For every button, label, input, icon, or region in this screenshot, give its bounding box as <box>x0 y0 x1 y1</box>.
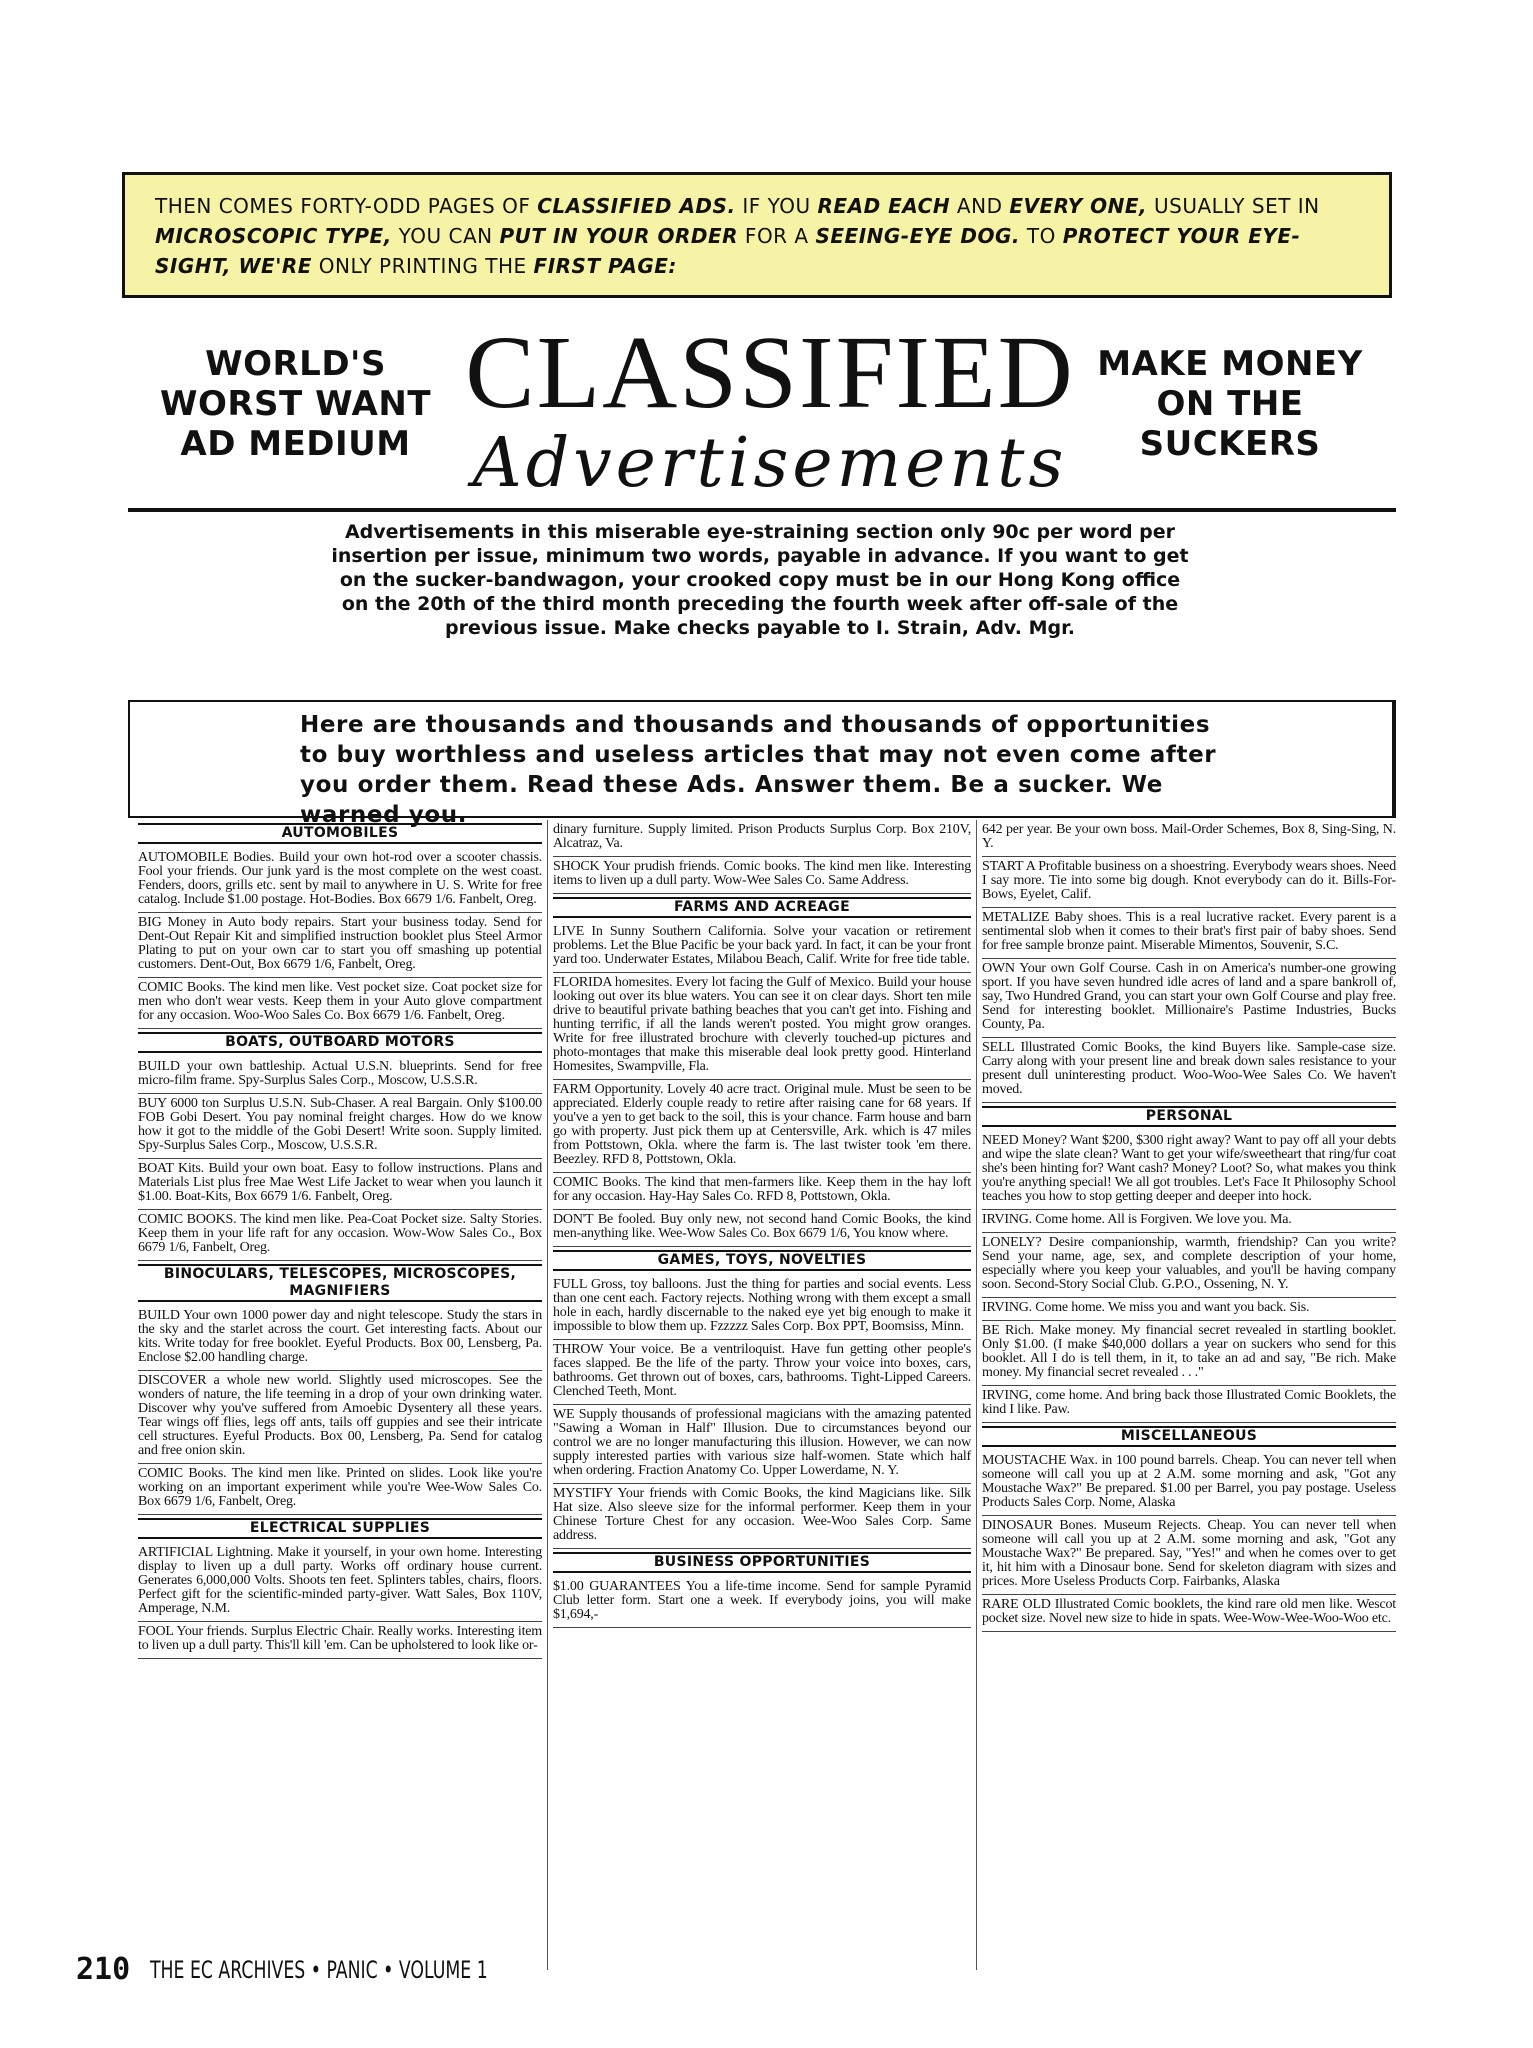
classified-ad: FLORIDA homesites. Every lot facing the Gulf of Mexico. Build your house looking out over its blue waters. You can see it on clear days. Short ten mile drive to beautiful private bathing beaches that you can't get into. Fishing and hunting terrific, if all the lands weren't posted. You might grow oranges. Write for free illustrated brochure with cleverly touched-up pictures and photo-montages that make this miserable deal look pretty good. Hinterland Homesites, Swampville, Fla. <box>553 973 971 1080</box>
caption-emphasis: READ EACH <box>817 194 951 218</box>
caption-box <box>122 172 1392 298</box>
classified-ad: COMIC BOOKS. The kind men like. Pea-Coat Pocket size. Salty Stories. Keep them in your life raft for any occasion. Wow-Wow Sales Co., Box 6679 1/6, Fanbelt, Oreg. <box>138 1210 542 1261</box>
section-heading: MISCELLANEOUS <box>982 1426 1396 1447</box>
classified-ad: IRVING. Come home. All is Forgiven. We love you. Ma. <box>982 1210 1396 1233</box>
caption-emphasis: EVERY ONE, <box>1009 194 1148 218</box>
caption-emphasis: MICROSCOPIC TYPE, <box>155 224 392 248</box>
classified-ad: BOAT Kits. Build your own boat. Easy to follow instructions. Plans and Materials List plus free Mae West Life Jacket to wear when you launch it $1.00. Boat-Kits, Box 6679 1/6. Fanbelt, Oreg. <box>138 1159 542 1210</box>
classified-ad: 642 per year. Be your own boss. Mail-Order Schemes, Box 8, Sing-Sing, N. Y. <box>982 820 1396 857</box>
caption-emphasis: PROTECT YOUR EYE-SIGHT, WE'RE <box>155 224 1301 278</box>
section-heading: BINOCULARS, TELESCOPES, MICROSCOPES, MAGNIFIERS <box>138 1264 542 1302</box>
caption-emphasis: FIRST PAGE: <box>533 254 677 278</box>
classified-ad: FOOL Your friends. Surplus Electric Chair. Really works. Interesting item to liven up a dull party. This'll kill 'em. Can be upholstered to look like or- <box>138 1622 542 1659</box>
column-divider <box>547 820 548 1970</box>
classified-ad: BE Rich. Make money. My financial secret revealed in startling booklet. Only $1.00. (I make $40,000 dollars a year on suckers who send for this booklet. All I do is tell them, in it, to take an ad and say, "Be rich. Make money. My financial secret revealed . . ." <box>982 1321 1396 1386</box>
page-number: 210 <box>76 1952 131 1987</box>
classified-ad: FULL Gross, toy balloons. Just the thing for parties and social events. Less than one cent each. Factory rejects. Nothing wrong with them except a small hole in each, hardly discernable to the naked eye yet big enough to make it impossible to blow them up. Fzzzzz Sales Corp. Box PPT, Boomsiss, Minn. <box>553 1275 971 1340</box>
caption-text: AND <box>950 194 1010 218</box>
classified-ad: OWN Your own Golf Course. Cash in on America's number-one growing sport. If you have seven hundred idle acres of land and a spare bankroll of, say, Two Hundred Grand, you can start your own Golf Course and play free. Send for interesting booklet. Millionaire's Pastime Industries, Bucks County, Pa. <box>982 959 1396 1038</box>
classified-ad: AUTOMOBILE Bodies. Build your own hot-rod over a scooter chassis. Fool your friends. Our junk yard is the most complete on the west coast. Fenders, doors, grills etc. sent by mail to anywhere in U. S. Write for free catalog. Include $1.00 postage. Hot-Bodies. Box 6679 1/6. Fanbelt, Oreg. <box>138 848 542 913</box>
classified-ad: BUY 6000 ton Surplus U.S.N. Sub-Chaser. A real Bargain. Only $100.00 FOB Gobi Desert. You pay nominal freight charges. How do we know how it got to the middle of the Gobi Desert! Write soon. Supply limited. Spy-Surplus Sales Corp., Moscow, U.S.S.R. <box>138 1094 542 1159</box>
classified-ad: BIG Money in Auto body repairs. Start your business today. Send for Dent-Out Repair Kit and simplified instruction booklet plus Steel Armor Plating to put on your own car to start you off smashing up potential customers. Dent-Out, Box 6679 1/6, Fanbelt, Oreg. <box>138 913 542 978</box>
classified-ad: IRVING, come home. And bring back those Illustrated Comic Booklets, the kind I like. Paw. <box>982 1386 1396 1423</box>
caption-emphasis: SEEING-EYE DOG. <box>815 224 1020 248</box>
caption-text: IF YOU <box>735 194 818 218</box>
section-heading: AUTOMOBILES <box>138 823 542 844</box>
classified-ad: DON'T Be fooled. Buy only new, not second hand Comic Books, the kind men-anything like. Wee-Wow Sales Co. Box 6679 1/6, You know where. <box>553 1210 971 1247</box>
section-heading: FARMS AND ACREAGE <box>553 897 971 918</box>
classified-ad: DINOSAUR Bones. Museum Rejects. Cheap. You can never tell when someone will call you up at 2 A.M. some morning and ask, "Got any Moustache Wax?" Be prepared. Say, "Yes!" and when he comes over to get it, hit him with a Dinosaur bone. Send for skeleton diagram with sizes and prices. More Useless Products Corp. Fairbanks, Alaska <box>982 1516 1396 1595</box>
classified-ad: ARTIFICIAL Lightning. Make it yourself, in your own home. Interesting display to liven up a dull party. Works off ordinary house current. Generates 6,000,000 Volts. Shoots ten feet. Splinters tables, chairs, floors. Perfect gift for the scientific-minded party-giver. Watt Sales, Box 110V, Amperage, N.M. <box>138 1543 542 1622</box>
caption-text: YOU CAN <box>391 224 500 248</box>
warning-text: Here are thousands and thousands and thousands of opportunities to buy worthless and useless articles that may not even come after you order them. Read these Ads. Answer them. Be a sucker. We warned you. <box>300 712 1217 828</box>
classified-ad: $1.00 GUARANTEES You a life-time income. Send for sample Pyramid Club letter form. Start one a week. If everybody joins, you will make $1,694,- <box>553 1577 971 1628</box>
classified-ad: dinary furniture. Supply limited. Prison Products Surplus Corp. Box 210V, Alcatraz, Va. <box>553 820 971 857</box>
classified-ad: THROW Your voice. Be a ventriloquist. Have fun getting other people's faces slapped. Be the life of the party. Throw your voice into boxes, cars, bathrooms. Get thrown out of boxes, cars, bathrooms. Tight-Lipped Careers. Clenched Teeth, Mont. <box>553 1340 971 1405</box>
classified-ad: RARE OLD Illustrated Comic booklets, the kind rare old men like. Wescot pocket size. Novel new size to hide in spats. Wee-Wow-Wee-Woo-Woo etc. <box>982 1595 1396 1632</box>
classified-ad: MYSTIFY Your friends with Comic Books, the kind Magicians like. Silk Hat size. Also sleeve size for the informal performer. Keep them in your Chinese Torture Chest for any occasion. Wee-Woo Sales Corp. Same address. <box>553 1484 971 1549</box>
page-title: CLASSIFIED <box>465 315 1075 430</box>
classified-ad: LIVE In Sunny Southern California. Solve your vacation or retirement problems. Let the Blue Pacific be your back yard. In fact, it can be your front yard too. Underwater Estates, Milabou Beach, Calif. Write for free tide table. <box>553 922 971 973</box>
section-heading: PERSONAL <box>982 1106 1396 1127</box>
classified-ad: NEED Money? Want $200, $300 right away? Want to pay off all your debts and wipe the slate clean? Want to get your wife/sweetheart that ring/fur coat she's been hinting for? Want cash? Money? Loot? So, what makes you think you're anything special! We all got troubles. Let's Face It Philosophy School teaches you how to stop getting deeper and deeper into hock. <box>982 1131 1396 1210</box>
classified-ad: FARM Opportunity. Lovely 40 acre tract. Original mule. Must be seen to be appreciated. Elderly couple ready to retire after raising cane for 68 years. If you've a yen to get back to the soil, this is your chance. Farm house and barn go with property. Just pick them up at Centersville, Ark. which is 47 miles from Pottstown, Okla. where the farm is. The last twister took 'em there. Beezley. RFD 8, Pottstown, Okla. <box>553 1080 971 1173</box>
classified-ad: METALIZE Baby shoes. This is a real lucrative racket. Every parent is a sentimental slob when it comes to their brat's first pair of baby shoes. Send for free sample bronze paint. Miserable Mimentos, Souvenir, S.C. <box>982 908 1396 959</box>
caption-text: USUALLY SET IN <box>1147 194 1320 218</box>
title-divider <box>128 508 1396 512</box>
column-divider <box>976 820 977 1970</box>
classified-ad: IRVING. Come home. We miss you and want you back. Sis. <box>982 1298 1396 1321</box>
section-heading: BOATS, OUTBOARD MOTORS <box>138 1032 542 1053</box>
classified-ad: COMIC Books. The kind men like. Printed on slides. Look like you're working on an important experiment while you're Wee-Wow Sales Co. Box 6679 1/6, Fanbelt, Oreg. <box>138 1464 542 1515</box>
classified-ad: LONELY? Desire companionship, warmth, friendship? Can you write? Send your name, age, sex, and complete description of your home, especially where you keep your valuables, and you'll be having company soon. Second-Story Social Club. G.P.O., Ossening, N. Y. <box>982 1233 1396 1298</box>
left-slogan: WORLD'S WORST WANT AD MEDIUM <box>159 344 432 464</box>
page-subtitle: Advertisements <box>472 424 1068 503</box>
right-slogan: MAKE MONEY ON THE SUCKERS <box>1097 344 1363 464</box>
caption-text: THEN COMES FORTY-ODD PAGES OF <box>155 194 538 218</box>
classified-ad: COMIC Books. The kind that men-farmers like. Keep them in the hay loft for any occasion. Hay-Hay Sales Co. RFD 8, Pottstown, Okla. <box>553 1173 971 1210</box>
caption-text: TO <box>1020 224 1063 248</box>
classified-ad: SHOCK Your prudish friends. Comic books. The kind men like. Interesting items to liven up a dull party. Wow-Wee Sales Co. Same Address. <box>553 857 971 894</box>
classified-ad: SELL Illustrated Comic Books, the kind Buyers like. Sample-case size. Carry along with your present line and break down sales resistance to your present dull uninteresting product. Woo-Woo-Wee Sales Co. We haven't moved. <box>982 1038 1396 1103</box>
classified-ad: MOUSTACHE Wax. in 100 pound barrels. Cheap. You can never tell when someone will call you up at 2 A.M. some morning and ask, "Got any Moustache Wax?" Be prepared. $1.00 per Barrel, you pay postage. Useless Products Sales Corp. Nome, Alaska <box>982 1451 1396 1516</box>
caption-emphasis: CLASSIFIED ADS. <box>537 194 736 218</box>
caption-text: ONLY PRINTING THE <box>311 254 534 278</box>
section-heading: BUSINESS OPPORTUNITIES <box>553 1552 971 1573</box>
caption-emphasis: PUT IN YOUR ORDER <box>499 224 739 248</box>
section-heading: ELECTRICAL SUPPLIES <box>138 1518 542 1539</box>
classified-ad: WE Supply thousands of professional magicians with the amazing patented "Sawing a Woman in Half" Illusion. Due to circumstances beyond our control we are no longer manufacturing this illusion. However, we can now supply interested parties with various size half-women. State which half when ordering. Fraction Anatomy Co. Upper Lowerdame, N. Y. <box>553 1405 971 1484</box>
classified-ad: COMIC Books. The kind men like. Vest pocket size. Coat pocket size for men who don't wear vests. Keep them in your Auto glove compartment for any occasion. Woo-Woo Sales Co. Box 6679 1/6. Fanbelt, Oreg. <box>138 978 542 1029</box>
running-footer: THE EC ARCHIVES • PANIC • VOLUME 1 <box>150 1956 488 1984</box>
section-heading: GAMES, TOYS, NOVELTIES <box>553 1250 971 1271</box>
ad-column-2 <box>553 820 971 1628</box>
classified-ad: DISCOVER a whole new world. Slightly used microscopes. See the wonders of nature, the life teeming in a drop of your own drinking water. Discover why you've suffered from Amoebic Dysentery all these years. Tear wings off flies, legs off ants, tails off guppies and see their intricate cell structures. Eyeful Products. Box 00, Lensberg, Pa. Send for catalog and free onion skin. <box>138 1371 542 1464</box>
ad-column-1 <box>138 820 542 1659</box>
caption-text: FOR A <box>738 224 816 248</box>
classified-ad: BUILD Your own 1000 power day and night telescope. Study the stars in the sky and the starlet across the court. Get interesting facts. About our kits. Write today for free booklet. Eyeful Products. Box 00, Lensberg, Pa. Enclose $2.00 handling charge. <box>138 1306 542 1371</box>
intro-paragraph: Advertisements in this miserable eye-straining section only 90c per word per insertion per issue, minimum two words, payable in advance. If you want to get on the sucker-bandwagon, your crooked copy must be in our Hong Kong office on the 20th of the third month preceding the fourth week after off-sale of the previous issue. Make checks payable to I. Strain, Adv. Mgr. <box>331 521 1189 639</box>
classified-ad: START A Profitable business on a shoestring. Everybody wears shoes. Need I say more. Tie into some big dough. Knot everybody can do it. Bills-For-Bows, Eyelet, Calif. <box>982 857 1396 908</box>
ad-column-3 <box>982 820 1396 1632</box>
classified-ad: BUILD your own battleship. Actual U.S.N. blueprints. Send for free micro-film frame. Spy-Surplus Sales Corp., Moscow, U.S.S.R. <box>138 1057 542 1094</box>
